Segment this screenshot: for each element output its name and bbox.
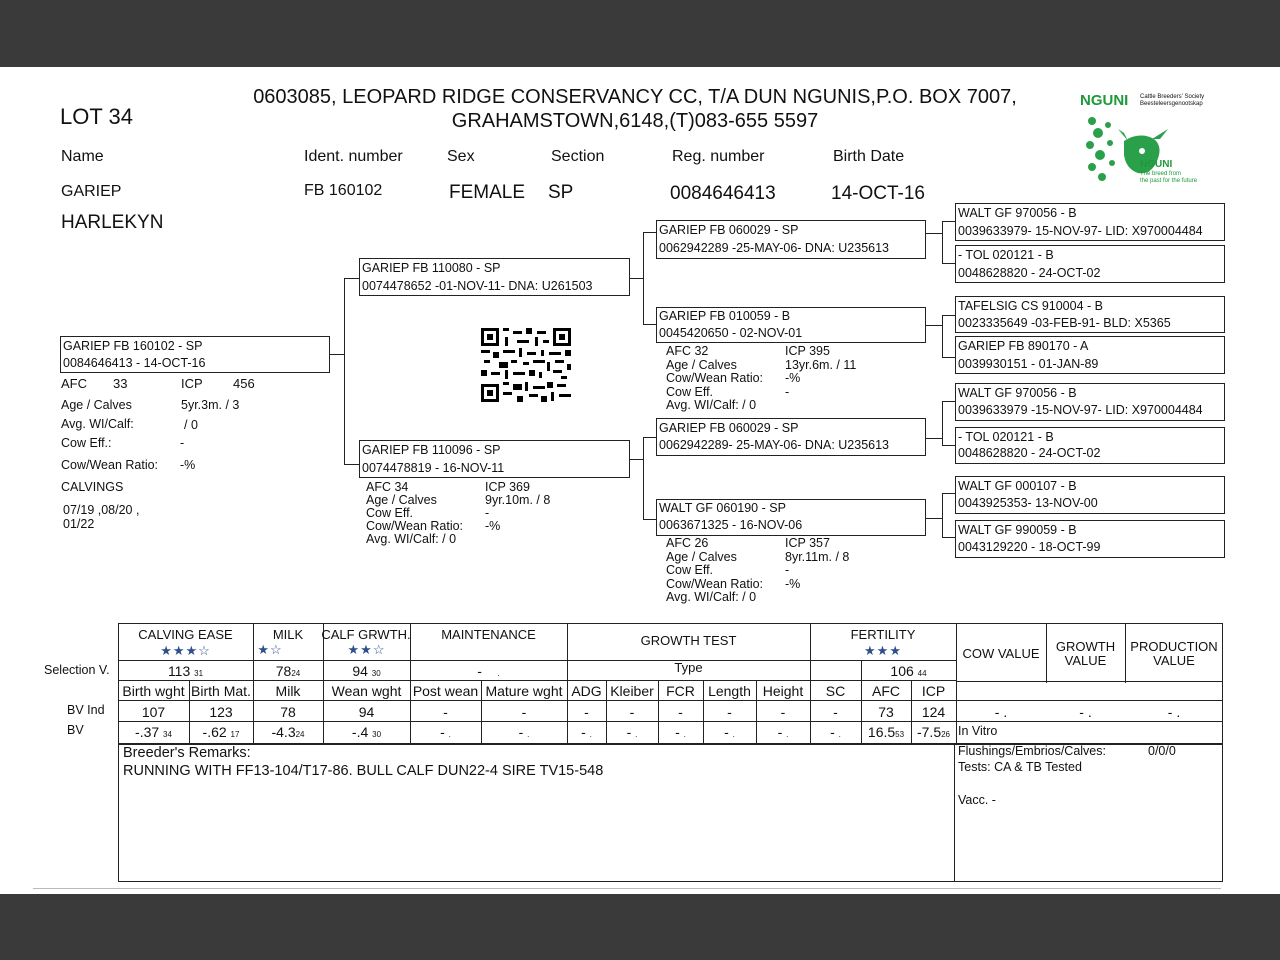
nguni-logo: NGUNI Cattle Breeders' Society Beesteleersgenootskap NGUNI The breed from the past for the future <box>1078 89 1216 197</box>
ancestor-box: - TOL 020121 - B 0048628820 - 24-OCT-02 <box>955 245 1225 283</box>
subject-eff-value: - <box>180 436 185 450</box>
production-value-header: PRODUCTION VALUE <box>1130 639 1218 668</box>
subject-age-value: 5yr.3m. / 3 <box>181 398 240 412</box>
ancestor-box: WALT GF 970056 - B 0039633979- 15-NOV-97- LID: X970004484 <box>955 203 1225 241</box>
selection-calf: 94 30 <box>352 663 381 679</box>
reg-label: Reg. number <box>672 148 765 165</box>
bv-ind-cell: - <box>780 704 786 720</box>
bv-cell: -.62 17 <box>202 724 240 740</box>
bv-cell: - . <box>518 724 530 740</box>
bv-ind-cell: 123 <box>209 704 233 720</box>
subject-pedigree-box: GARIEP FB 160102 - SP 0084646413 - 14-OCT-16 <box>60 336 330 373</box>
col-afc: AFC <box>872 683 900 699</box>
bv-ind-cell: 73 <box>878 704 894 720</box>
dam-stats: AFC 34 Age / Calves Cow Eff. Cow/Wean Ratio: Avg. WI/Calf: / 0 <box>366 480 464 546</box>
sire-dam-box: GARIEP FB 010059 - B 0045420650 - 02-NOV-01 <box>656 307 926 343</box>
bv-ind-cell: 107 <box>141 704 166 720</box>
bv-ind-cell: - <box>443 704 448 720</box>
bv-cell: -.4 30 <box>351 724 382 740</box>
bv-cell: 16.553 <box>867 724 905 740</box>
name-label: Name <box>61 148 104 165</box>
bottom-letterbox <box>0 894 1280 960</box>
lot-number: LOT 34 <box>60 104 133 129</box>
sire-dam-stats: AFC 32 Age / Calves Cow/Wean Ratio: Cow Eff. Avg. WI/Calf: / 0 <box>666 344 764 412</box>
milk-stars: ★☆ <box>257 642 283 657</box>
ancestor-box: WALT GF 000107 - B 0043925353- 13-NOV-00 <box>955 476 1225 514</box>
ancestor-box: - TOL 020121 - B 0048628820 - 24-OCT-02 <box>955 427 1225 464</box>
subject-icp-value: 456 <box>233 376 255 391</box>
subject-icp-label: ICP <box>181 376 203 391</box>
bv-ind-cell: 78 <box>280 704 296 720</box>
col-birth-mat: Birth Mat. <box>191 683 251 699</box>
bv-row-label: BV <box>67 723 84 737</box>
bv-cell: - . <box>440 724 451 740</box>
col-sc: SC <box>825 683 846 699</box>
milk-header: MILK <box>272 627 304 642</box>
bv-ind-cell: - <box>629 704 635 720</box>
section-value: SP <box>548 182 574 203</box>
bv-cell: - . <box>581 724 592 740</box>
ident-label: Ident. number <box>304 148 403 165</box>
calf-growth-header: CALF GRWTH. <box>321 627 411 642</box>
tests-text: Tests: CA & TB Tested <box>958 760 1082 774</box>
col-kleiber: Kleiber <box>610 683 654 699</box>
col-adg: ADG <box>571 683 602 699</box>
col-wean-wght: Wean wght <box>331 683 402 699</box>
breeder-address-line2: GRAHAMSTOWN,6148,(T)083-655 5597 <box>451 110 819 132</box>
col-birth-wght: Birth wght <box>122 683 185 699</box>
col-length: Length <box>708 683 751 699</box>
flushings-value: 0/0/0 <box>1148 744 1176 758</box>
subject-ratio-value: -% <box>180 458 196 472</box>
bv-ind-row-label: BV Ind <box>67 703 105 717</box>
growth-value-header: GROWTH VALUE <box>1055 639 1116 668</box>
section-label: Section <box>551 148 605 165</box>
calving-ease-header: CALVING EASE <box>138 627 233 642</box>
dam-dam-stats: AFC 26 Age / Calves Cow Eff. Cow/Wean Ratio: Avg. WI/Calf: / 0 <box>666 536 764 604</box>
selection-row-label: Selection V. <box>44 663 110 677</box>
col-icp: ICP <box>921 683 946 699</box>
dam-dam-stats-values: ICP 357 8yr.11m. / 8 - -% <box>785 536 850 591</box>
dam-sire-box: GARIEP FB 060029 - SP 0062942289- 25-MAY-06- DNA: U235613 <box>656 418 926 456</box>
production-value-cell: - . <box>1167 704 1181 720</box>
page-footer-rule <box>33 888 1221 889</box>
type-subheader: Type <box>674 660 703 675</box>
subject-afc-value: 33 <box>113 376 128 391</box>
birth-value: 14-OCT-16 <box>831 183 925 204</box>
sex-label: Sex <box>447 148 475 165</box>
col-height: Height <box>762 683 804 699</box>
in-vitro-label: In Vitro <box>958 724 998 738</box>
maintenance-header: MAINTENANCE <box>441 627 536 642</box>
subject-wi-value: / 0 <box>184 418 198 432</box>
sex-value: FEMALE <box>449 182 526 203</box>
growth-test-header: GROWTH TEST <box>640 633 737 648</box>
ancestor-box: GARIEP FB 890170 - A 0039930151 - 01-JAN-89 <box>955 336 1225 374</box>
selection-milk: 7824 <box>275 663 301 679</box>
bv-cell: -.37 34 <box>135 724 172 740</box>
cow-value-header: COW VALUE <box>962 646 1040 661</box>
catalogue-page <box>0 67 1280 894</box>
bv-ind-cell: 124 <box>921 704 946 720</box>
bv-ind-cell: - <box>678 704 683 720</box>
col-fcr: FCR <box>666 683 695 699</box>
growth-value-cell: - . <box>1079 704 1092 720</box>
ancestor-box: TAFELSIG CS 910004 - B 0023335649 -03-FEB-91- BLD: X5365 <box>955 296 1225 333</box>
breeder-address-line1: 0603085, LEOPARD RIDGE CONSERVANCY CC, T/A DUN NGUNIS,P.O. BOX 7007, <box>253 86 1017 108</box>
selection-maintenance: - . <box>477 663 500 679</box>
reg-value: 0084646413 <box>670 183 776 204</box>
bv-ind-cell: - <box>584 704 589 720</box>
animal-name-1: GARIEP <box>61 183 122 200</box>
top-letterbox <box>0 0 1280 67</box>
bv-cell: -7.526 <box>916 724 951 740</box>
calving-ease-stars: ★★★☆ <box>160 643 211 658</box>
bv-cell: - . <box>777 724 789 740</box>
subject-afc-label: AFC <box>61 376 87 391</box>
bv-cell: - . <box>724 724 735 740</box>
ancestor-box: WALT GF 970056 - B 0039633979 -15-NOV-97- LID: X970004484 <box>955 383 1225 421</box>
subject-ratio-label: Cow/Wean Ratio: <box>61 458 159 472</box>
subject-wi-label: Avg. WI/Calf: <box>61 417 134 431</box>
calvings-label: CALVINGS <box>61 480 124 494</box>
ancestor-box: WALT GF 990059 - B 0043129220 - 18-OCT-99 <box>955 520 1225 558</box>
subject-eff-label: Cow Eff.: <box>61 436 112 450</box>
dam-dam-box: WALT GF 060190 - SP 0063671325 - 16-NOV-06 <box>656 499 926 536</box>
qr-code <box>481 328 571 402</box>
col-mature-wght: Mature wght <box>485 683 563 699</box>
remarks-text: RUNNING WITH FF13-104/T17-86. BULL CALF DUN22-4 SIRE TV15-548 <box>123 763 604 779</box>
selection-fertility: 106 44 <box>890 663 927 679</box>
birth-label: Birth Date <box>833 148 905 165</box>
cow-value-cell: - . <box>994 704 1008 720</box>
bv-cell: - . <box>626 724 638 740</box>
flushings-label: Flushings/Embrios/Calves: <box>958 744 1106 758</box>
bv-ind-cell: - <box>521 704 527 720</box>
sire-dam-stats-values: ICP 395 13yr.6m. / 11 -% - <box>785 344 857 399</box>
bv-ind-cell: 94 <box>358 704 375 720</box>
calvings-line2: 01/22 <box>63 517 95 531</box>
calvings-line1: 07/19 ,08/20 , <box>63 503 140 517</box>
selection-calving: 113 31 <box>167 663 204 679</box>
dam-box: GARIEP FB 110096 - SP 0074478819 - 16-NOV-11 <box>359 440 630 478</box>
fertility-header: FERTILITY <box>850 627 916 642</box>
dam-stats-values: ICP 369 9yr.10m. / 8 - -% <box>485 480 551 533</box>
vacc-text: Vacc. - <box>958 793 996 807</box>
fertility-stars: ★★★ <box>864 643 902 658</box>
col-post-wean: Post wean <box>412 683 479 699</box>
bv-ind-cell: - <box>833 704 838 720</box>
ident-value: FB 160102 <box>304 182 383 199</box>
bv-cell: -4.324 <box>271 724 305 740</box>
bv-cell: - . <box>675 724 686 740</box>
sire-sire-box: GARIEP FB 060029 - SP 0062942289 -25-MAY-06- DNA: U235613 <box>656 220 926 259</box>
calf-growth-stars: ★★☆ <box>347 642 386 657</box>
subject-age-label: Age / Calves <box>61 398 132 412</box>
bv-ind-cell: - <box>727 704 732 720</box>
bv-cell: - . <box>830 724 841 740</box>
remarks-label: Breeder's Remarks: <box>123 745 251 761</box>
sire-box: GARIEP FB 110080 - SP 0074478652 -01-NOV-11- DNA: U261503 <box>359 258 630 296</box>
col-milk: Milk <box>275 683 301 699</box>
animal-name-2: HARLEKYN <box>61 212 164 233</box>
